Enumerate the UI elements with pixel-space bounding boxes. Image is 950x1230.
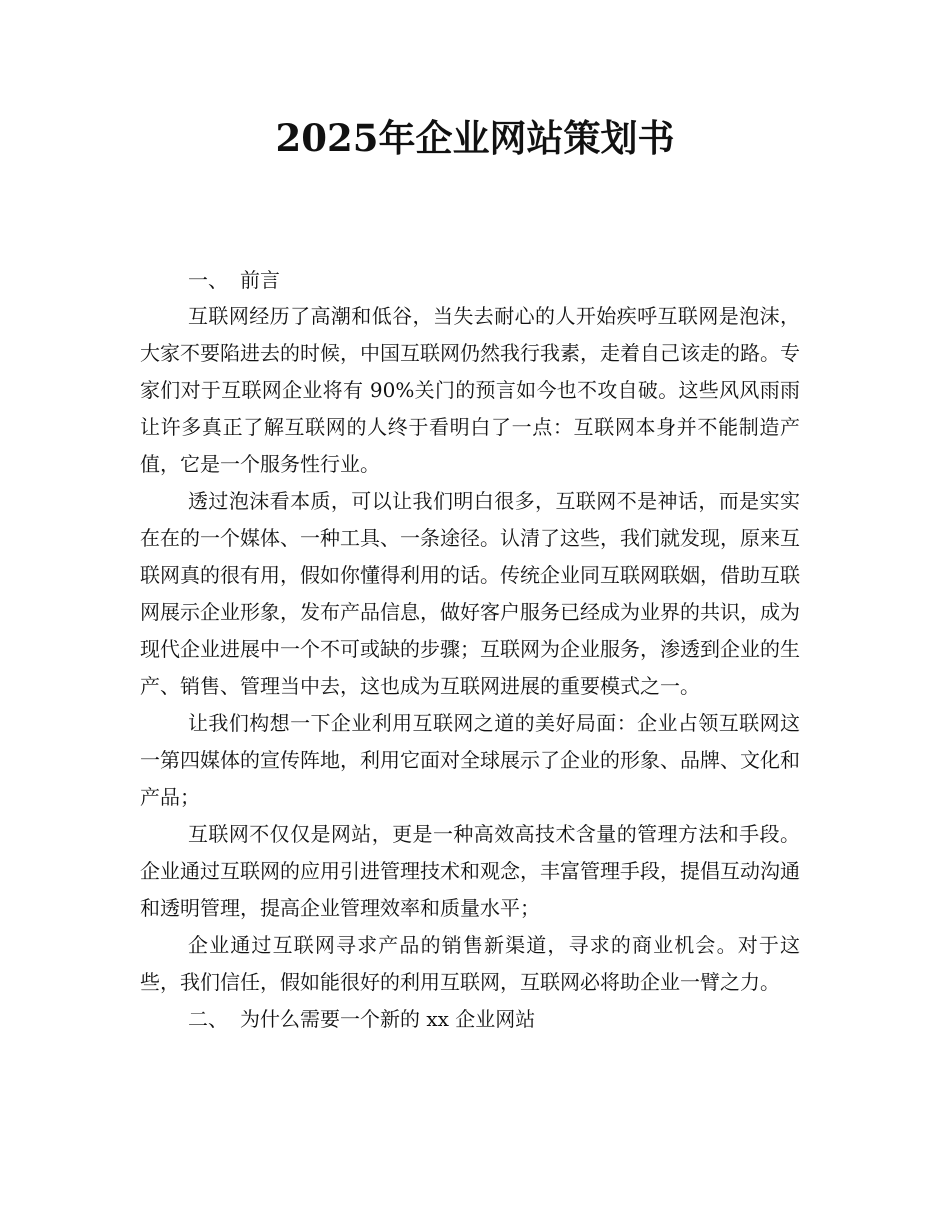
section-number: 一、	[188, 268, 228, 292]
paragraph: 企业通过互联网寻求产品的销售新渠道，寻求的商业机会。对于这些，我们信任，假如能很好的利用互联网，互联网必将助企业一臂之力。	[140, 933, 800, 994]
paragraph: 让我们构想一下企业利用互联网之道的美好局面：企业占领互联网这一第四媒体的宣传阵地，利用它面对全球展示了企业的形象、品牌、文化和产品；	[140, 711, 800, 809]
document-title: 2025年企业网站策划书	[275, 116, 675, 160]
section-title: 为什么需要一个新的 xx 企业网站	[240, 1007, 536, 1031]
paragraph: 透过泡沫看本质，可以让我们明白很多，互联网不是神话，而是实实在在的一个媒体、一种工具、一条途径。认清了这些，我们就发现，原来互联网真的很有用，假如你懂得利用的话。传统企业同互联网联姻，借助互联网展示企业形象，发布产品信息，做好客户服务已经成为业界的共识，成为现代企业进展中一个不可或缺的步骤；互联网为企业服务，渗透到企业的生产、销售、管理当中去，这也成为互联网进展的重要模式之一。	[140, 489, 800, 698]
paragraph: 互联网经历了高潮和低谷，当失去耐心的人开始疾呼互联网是泡沫，大家不要陷进去的时候，中国互联网仍然我行我素，走着自己该走的路。专家们对于互联网企业将有 90%关门的预言如今也不攻自破。这些风风雨雨让许多真正了解互联网的人终于看明白了一点：互联网本身并不能制造产值，它是一个服务性行业。	[140, 304, 800, 476]
document-body	[140, 262, 800, 1037]
paragraph: 互联网不仅仅是网站，更是一种高效高技术含量的管理方法和手段。企业通过互联网的应用引进管理技术和观念，丰富管理手段，提倡互动沟通和透明管理，提高企业管理效率和质量水平；	[140, 822, 800, 920]
section-heading-why-new-site	[140, 1001, 800, 1037]
section-number: 二、	[188, 1007, 228, 1031]
section-heading-preface	[140, 262, 800, 298]
section-title: 前言	[240, 268, 280, 292]
